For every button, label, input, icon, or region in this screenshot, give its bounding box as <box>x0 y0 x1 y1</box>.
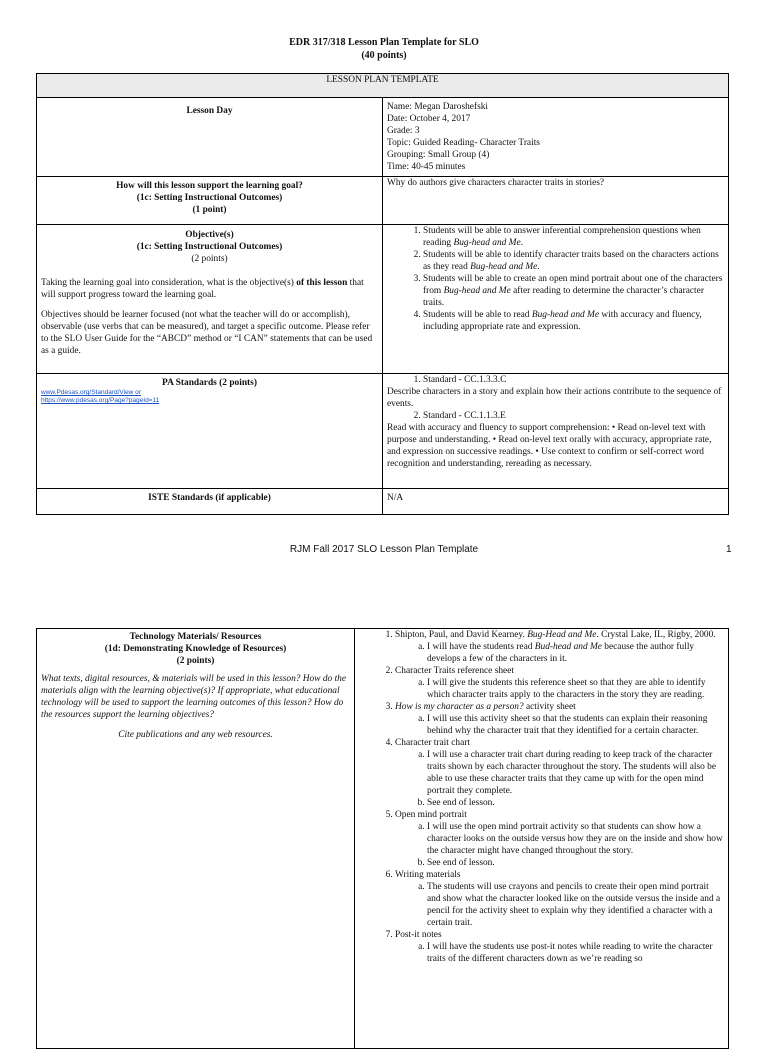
objectives-label <box>37 225 383 374</box>
iste-standards-label: ISTE Standards (if applicable) <box>37 489 383 515</box>
resources-points: (2 points) <box>176 656 215 666</box>
resource-subitem: a. The students will use crayons and pencils to create their open mind portrait and show what the character looked like on the outside versus the inside and a pencil for the activity sheet to explain why they identified a character with a certain trait. <box>427 881 724 929</box>
resource-sublist <box>395 713 724 737</box>
learning-goal-answer: Why do authors give characters character traits in stories? <box>383 177 729 225</box>
resource-item: 1. Shipton, Paul, and David Kearney. Bug-Head and Me. Crystal Lake, IL, Rigby, 2000. a. I will have the students read Bud-head and Me because the author fully develops a few of the characters in it. <box>395 629 724 665</box>
resource-subitem: a. I will use the open mind portrait activity so that students can show how a character looks on the outside versus how they are on the inside and show how the character might have changed throughout the story. <box>427 821 724 857</box>
resources-questions: What texts, digital resources, & materials will be used in this lesson? How do the materials align with the learning objective(s)? If appropriate, what educational technology will be used to support the learning outcomes of this lesson? How do the resources support the learning objectives? <box>41 674 347 720</box>
pdesas-link[interactable]: https://www.pdesas.org/Page?pageId=11 <box>41 397 160 404</box>
standard-code: 1. Standard - CC.1.3.3.C <box>423 374 724 386</box>
iste-standards-value: N/A <box>383 489 729 515</box>
pa-standards-label <box>37 374 383 489</box>
objectives-outcome: (1c: Setting Instructional Outcomes) <box>136 242 283 252</box>
standard-description: Read with accuracy and fluency to support comprehension: • Read on-level text with purpose and understanding. • Read on-level text orally with accuracy, appropriate rate, and expression on successive readings. • Use context to confirm or self-correct word recognition and understanding, rereading as necessary. <box>387 423 712 469</box>
resource-item: 6. Writing materials a. The students will use crayons and pencils to create their open mind portrait and show what the character looked like on the outside versus the inside and a pencil for the activity sheet to explain why they identified a character with a certain trait. <box>395 869 724 929</box>
lesson-day-label: Lesson Day <box>37 98 383 177</box>
resource-item: 7. Post-it notes a. I will have the students use post-it notes while reading to write the character traits of the different characters down as we’re reading so <box>395 929 724 965</box>
pa-standards-link[interactable]: www.Pdesas.org/Standard/View or <box>41 389 141 396</box>
resource-subitem: a. I will have the students read Bud-head and Me because the author fully develops a few of the characters in it. <box>427 641 724 665</box>
pa-standards-title: PA Standards (2 points) <box>162 378 257 388</box>
table-heading: LESSON PLAN TEMPLATE <box>37 74 729 98</box>
resources-list <box>359 629 724 965</box>
objectives-list-cell <box>383 225 729 374</box>
learning-goal-points: (1 point) <box>192 205 227 215</box>
lesson-plan-table <box>36 73 729 515</box>
resource-sublist <box>395 821 724 869</box>
document-title: EDR 317/318 Lesson Plan Template for SLO <box>289 37 479 48</box>
standard-code: 2. Standard - CC.1.1.3.E <box>423 410 724 422</box>
resources-title: Technology Materials/ Resources <box>129 632 262 642</box>
objectives-prompt: Taking the learning goal into consideration, what is the objective(s) of this lesson that will support progress toward the learning goal. <box>41 278 364 300</box>
learning-goal-label <box>37 177 383 225</box>
resources-label <box>37 629 355 1049</box>
grade: Grade: 3 <box>387 126 420 136</box>
resource-subitem: b. See end of lesson. <box>427 797 724 809</box>
resource-sublist <box>395 641 724 665</box>
page-number: 1 <box>726 544 732 555</box>
learning-goal-outcome: (1c: Setting Instructional Outcomes) <box>136 193 283 203</box>
resource-item: 3. How is my character as a person? activity sheet a. I will use this activity sheet so that the students can explain their reasoning behind why the character trait that they identified for a certain character. <box>395 701 724 737</box>
resource-subitem: a. I will give the students this reference sheet so that they are able to identify which character traits apply to the characters in the story they are reading. <box>427 677 724 701</box>
document-points: (40 points) <box>361 50 407 61</box>
objectives-guidance: Objectives should be learner focused (not what the teacher will do or accomplish), observable (use verbs that can be measured), and target a specific outcome. Please refer to the SLO User Guide for the “ABCD” method or “I CAN” statements that can be used as a guide. <box>41 310 373 356</box>
objectives-list <box>387 225 724 333</box>
lesson-day-info <box>383 98 729 177</box>
standard-description: Describe characters in a story and explain how their actions contribute to the sequence of events. <box>387 387 722 409</box>
grouping: Grouping: Small Group (4) <box>387 150 490 160</box>
resource-subitem: a. I will use this activity sheet so that the students can explain their reasoning behind why the character trait that they identified for a certain character. <box>427 713 724 737</box>
topic: Topic: Guided Reading- Character Traits <box>387 138 540 148</box>
resource-subitem: a. I will use a character trait chart during reading to keep track of the character traits shown by each character throughout the story. The students will also be able to use these character traits that they came up with for the open mind portrait they complete. <box>427 749 724 797</box>
resource-sublist <box>395 749 724 809</box>
resource-sublist <box>395 881 724 929</box>
footer-text: RJM Fall 2017 SLO Lesson Plan Template <box>289 544 479 555</box>
resources-list-cell <box>355 629 729 1049</box>
resource-sublist <box>395 677 724 701</box>
learning-goal-question: How will this lesson support the learning goal? <box>116 181 303 191</box>
resource-item: 2. Character Traits reference sheet a. I will give the students this reference sheet so that they are able to identify which character traits apply to the characters in the story they are reading. <box>395 665 724 701</box>
objective-item: 2. Students will be able to identify character traits based on the characters actions as they read Bug-head and Me. <box>423 249 724 273</box>
teacher-name: Name: Megan Daroshefski <box>387 102 489 112</box>
objectives-points: (2 points) <box>191 254 228 264</box>
lesson-date: Date: October 4, 2017 <box>387 114 471 124</box>
pa-standards-list <box>383 374 729 489</box>
resources-cite: Cite publications and any web resources. <box>118 730 273 740</box>
resource-subitem: b. See end of lesson. <box>427 857 724 869</box>
resources-outcome: (1d: Demonstrating Knowledge of Resources) <box>104 644 287 654</box>
time: Time: 40-45 minutes <box>387 162 466 172</box>
objective-item: 1. Students will be able to answer inferential comprehension questions when reading Bug-head and Me. <box>423 225 724 249</box>
objective-item: 3. Students will be able to create an open mind portrait about one of the characters from Bug-head and Me after reading to determine the character’s character traits. <box>423 273 724 309</box>
resource-item: 5. Open mind portrait a. I will use the open mind portrait activity so that students can show how a character looks on the outside versus how they are on the inside and show how the character might have changed throughout the story. b. See end of lesson. <box>395 809 724 869</box>
resource-item: 4. Character trait chart a. I will use a character trait chart during reading to keep track of the character traits shown by each character throughout the story. The students will also be able to use these character traits that they came up with for the open mind portrait they complete. b. See end of lesson. <box>395 737 724 809</box>
objectives-title: Objective(s) <box>185 230 234 240</box>
objective-item: 4. Students will be able to read Bug-head and Me with accuracy and fluency, including appropriate rate and expression. <box>423 309 724 333</box>
resources-table <box>36 628 729 1049</box>
resource-subitem: a. I will have the students use post-it notes while reading to write the character traits of the different characters down as we’re reading so <box>427 941 724 965</box>
resource-sublist <box>395 941 724 965</box>
